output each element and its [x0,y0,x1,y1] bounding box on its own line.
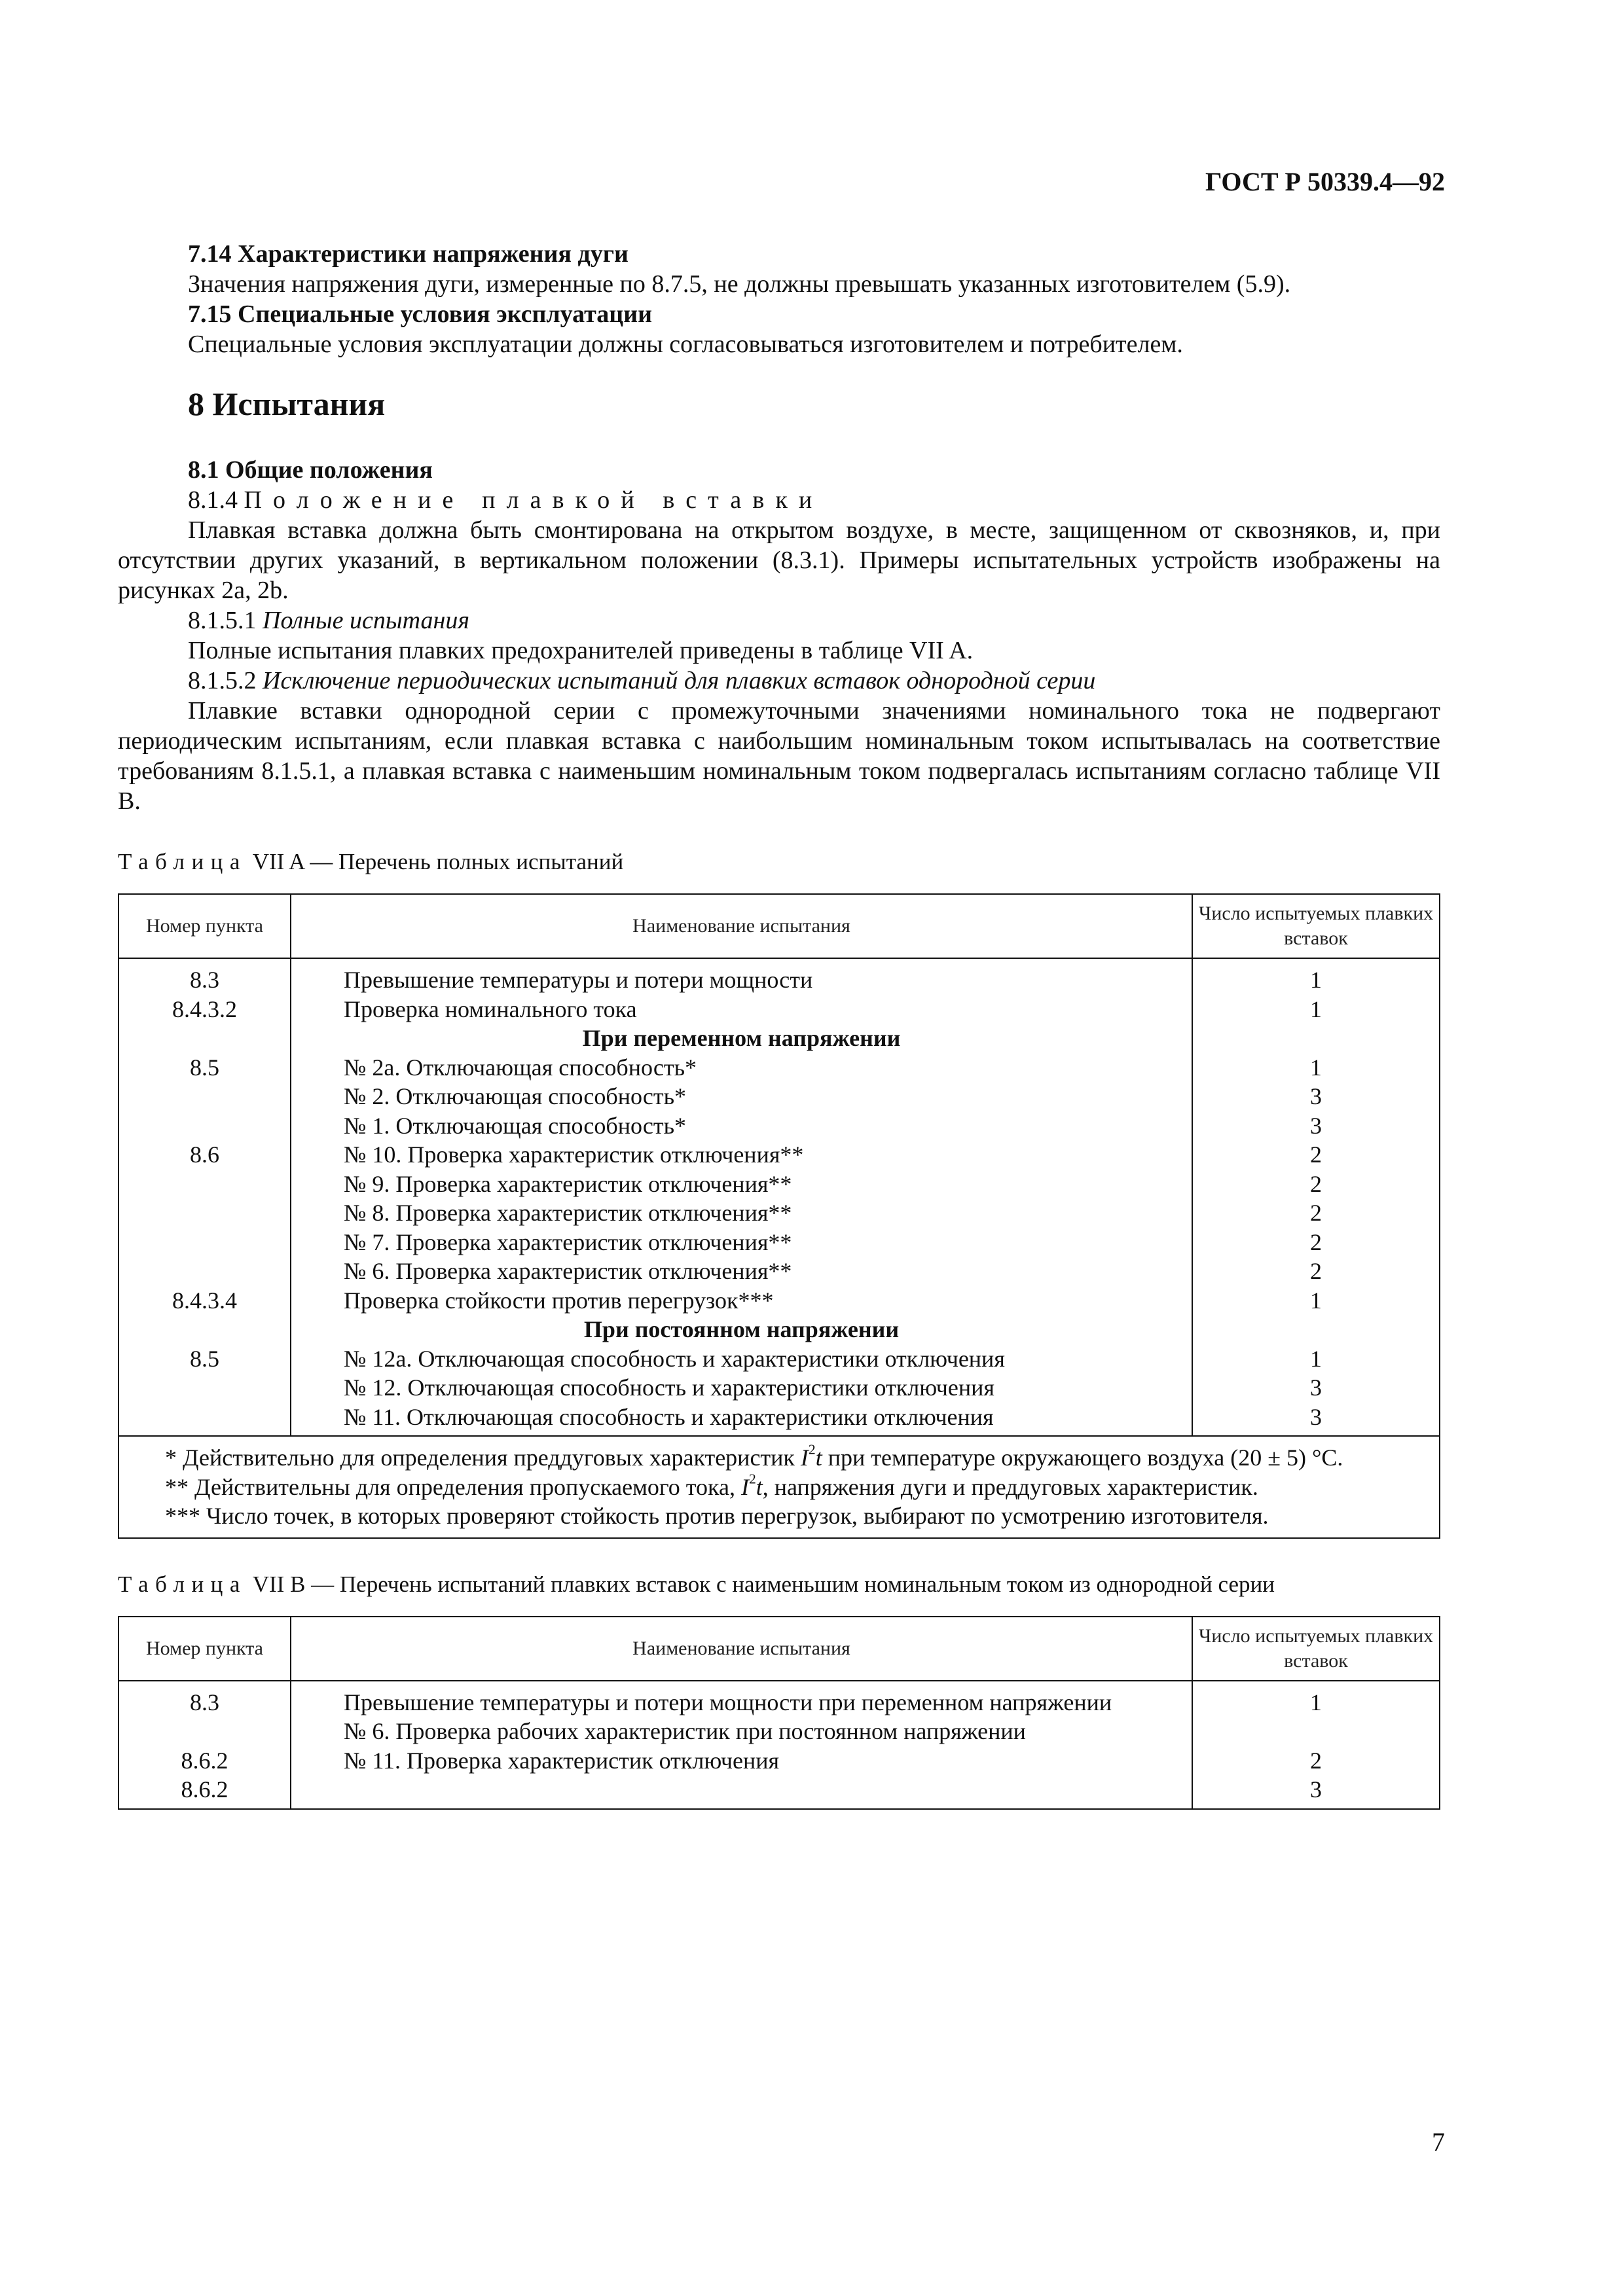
section-8-1-4-title: Положение плавкой вставки [244,486,824,514]
section-8-1-5-2-number: 8.1.5.2 [188,667,257,694]
table-a-dc-heading: При постоянном напряжении [583,1316,900,1342]
table-cell: Проверка стойкости против перегрузок*** [344,1287,774,1314]
page-number: 7 [1432,2127,1445,2157]
table-cell [119,1082,290,1111]
table-b-num-column [119,1681,291,1809]
section-8-1-5-1-text: Полные испытания плавких предохранителей приведены в таблице VII A. [188,637,974,664]
table-cell: 8.5 [190,1345,219,1372]
table-cell [119,1198,290,1228]
table-a-caption [118,848,1440,876]
table-cell: № 11. Отключающая способность и характеристики отключения [344,1403,994,1430]
table-cell: № 11. Проверка характеристик отключения [344,1747,780,1774]
table-cell [119,1403,290,1432]
table-cell: 8.4.3.4 [172,1287,237,1314]
table-cell: № 6. Проверка характеристик отключения** [344,1258,792,1284]
section-8-1-4-number: 8.1.4 [188,486,238,514]
section-7-14-title: 7.14 Характеристики напряжения дуги [188,240,629,268]
table-a-caption-prefix: Таблица [118,849,247,874]
document-id: ГОСТ Р 50339.4—92 [1205,167,1445,196]
table-cell: № 12a. Отключающая способность и характеристики отключения [344,1345,1005,1372]
table-a-caption-text: VII A — Перечень полных испытаний [252,849,624,874]
table-cell: 8.6 [190,1141,219,1168]
table-a-header-row [119,894,1440,958]
table-cell: 3 [1310,1083,1322,1109]
table-b-header-name: Наименование испытания [291,1617,1192,1681]
table-cell: 2 [1310,1200,1322,1226]
section-8-1-5-1-heading [118,605,1440,636]
table-cell: № 6. Проверка рабочих характеристик при постоянном напряжении [344,1718,1026,1744]
table-a [118,893,1440,1539]
section-8-1-title: 8.1 Общие положения [188,456,433,484]
table-cell: 8.3 [190,1689,219,1715]
section-7-15-text: Специальные условия эксплуатации должны согласовываться изготовителем и потребителем. [188,331,1183,358]
table-a-ac-heading: При переменном напряжении [582,1025,901,1051]
table-cell: 8.5 [190,1054,219,1081]
table-a-count-column [1192,958,1440,1436]
section-8-1-5-2-heading [118,666,1440,696]
table-b-header-count: Число испытуемых плавких вставок [1192,1617,1440,1681]
table-a-header-num: Номер пункта [119,894,291,958]
table-cell: 1 [1310,1345,1322,1372]
table-cell: 1 [1310,996,1322,1022]
section-8-1-4-text: Плавкая вставка должна быть смонтирована на открытом воздухе, в месте, защищенном от сквозняков, и, при отсутствии других указаний, в вертикальном положении (8.3.1). Примеры испытательных устройств изображены на рисунках 2a, 2b. [118,516,1440,604]
table-cell: 8.6.2 [181,1747,228,1774]
table-cell: 2 [1310,1141,1322,1168]
table-cell: 3 [1310,1403,1322,1430]
section-8-1-5-1-title: Полные испытания [263,607,470,634]
table-cell: № 2. Отключающая способность* [344,1083,687,1109]
table-b-header-num: Номер пункта [119,1617,291,1681]
table-a-name-column [291,958,1192,1436]
table-cell: № 9. Проверка характеристик отключения** [344,1170,792,1197]
table-cell: 1 [1310,1689,1322,1715]
table-cell: 2 [1310,1747,1322,1774]
table-b [118,1616,1440,1810]
table-cell [119,1228,290,1257]
table-cell: № 2a. Отключающая способность* [344,1054,697,1081]
section-8-1-5-1-number: 8.1.5.1 [188,607,257,634]
page-content [118,239,1440,1810]
table-cell [119,1111,290,1141]
table-b-body-row [119,1681,1440,1809]
table-b-caption-prefix: Таблица [118,1571,247,1597]
table-a-body-row [119,958,1440,1436]
section-7-15-title: 7.15 Специальные условия эксплуатации [188,300,652,328]
table-a-note-2: ** Действительны для определения пропускаемого тока, $I^2t$, напряжения дуги и преддуговых характеристик. [165,1471,1258,1500]
table-cell: № 8. Проверка характеристик отключения** [344,1200,792,1226]
table-a-num-column [119,958,291,1436]
table-cell: 3 [1310,1776,1322,1803]
section-8-heading: 8 Испытания [188,386,386,422]
table-cell: Проверка номинального тока [344,996,637,1022]
section-7-14-text: Значения напряжения дуги, измеренные по 8.7.5, не должны превышать указанных изготовителем (5.9). [188,270,1291,298]
table-cell: № 10. Проверка характеристик отключения** [344,1141,804,1168]
table-a-header-count: Число испытуемых плавких вставок [1192,894,1440,958]
section-8-1-4-heading [118,485,1440,515]
table-a-header-name: Наименование испытания [291,894,1192,958]
table-a-notes [119,1436,1440,1538]
table-a-note-3: *** Число точек, в которых проверяют стойкость против перегрузок, выбирают по усмотрению изготовителя. [165,1503,1269,1529]
table-cell: № 7. Проверка характеристик отключения** [344,1229,792,1255]
table-cell: Превышение температуры и потери мощности [344,967,813,993]
table-cell: 2 [1310,1229,1322,1255]
table-b-count-column [1192,1681,1440,1809]
table-cell [119,1373,290,1403]
table-cell: 2 [1310,1170,1322,1197]
table-cell [119,1257,290,1286]
table-cell: Превышение температуры и потери мощности при переменном напряжении [344,1689,1112,1715]
table-a-notes-row [119,1436,1440,1538]
table-cell: 3 [1310,1112,1322,1139]
table-cell: 8.4.3.2 [172,996,237,1022]
table-b-caption-text: VII B — Перечень испытаний плавких вставок с наименьшим номинальным током из однородной серии [252,1571,1275,1597]
section-8-1-5-2-title: Исключение периодических испытаний для плавких вставок однородной серии [263,667,1096,694]
table-b-name-column [291,1681,1192,1809]
table-b-caption [118,1570,1440,1599]
table-a-note-1: * Действительно для определения преддуговых характеристик $I^2t$ при температуре окружающего воздуха (20 ± 5) °С. [165,1441,1343,1471]
section-8-1-5-2-text: Плавкие вставки однородной серии с промежуточными значениями номинального тока не подвергают периодическим испытаниям, если плавкая вставка с наибольшим номинальным током испытывалась на соответствие требованиям 8.1.5.1, а плавкая вставка с наименьшим номинальным током подвергалась испытаниям согласно таблице VII B. [118,697,1440,815]
table-cell: 1 [1310,967,1322,993]
table-cell: 3 [1310,1374,1322,1401]
table-cell: 8.3 [190,967,219,993]
table-cell: № 1. Отключающая способность* [344,1112,687,1139]
table-cell: № 12. Отключающая способность и характеристики отключения [344,1374,994,1401]
table-cell: 2 [1310,1258,1322,1284]
table-cell: 8.6.2 [181,1776,228,1803]
table-cell [119,1170,290,1199]
table-cell: 1 [1310,1287,1322,1314]
table-b-header-row [119,1617,1440,1681]
table-cell: 1 [1310,1054,1322,1081]
